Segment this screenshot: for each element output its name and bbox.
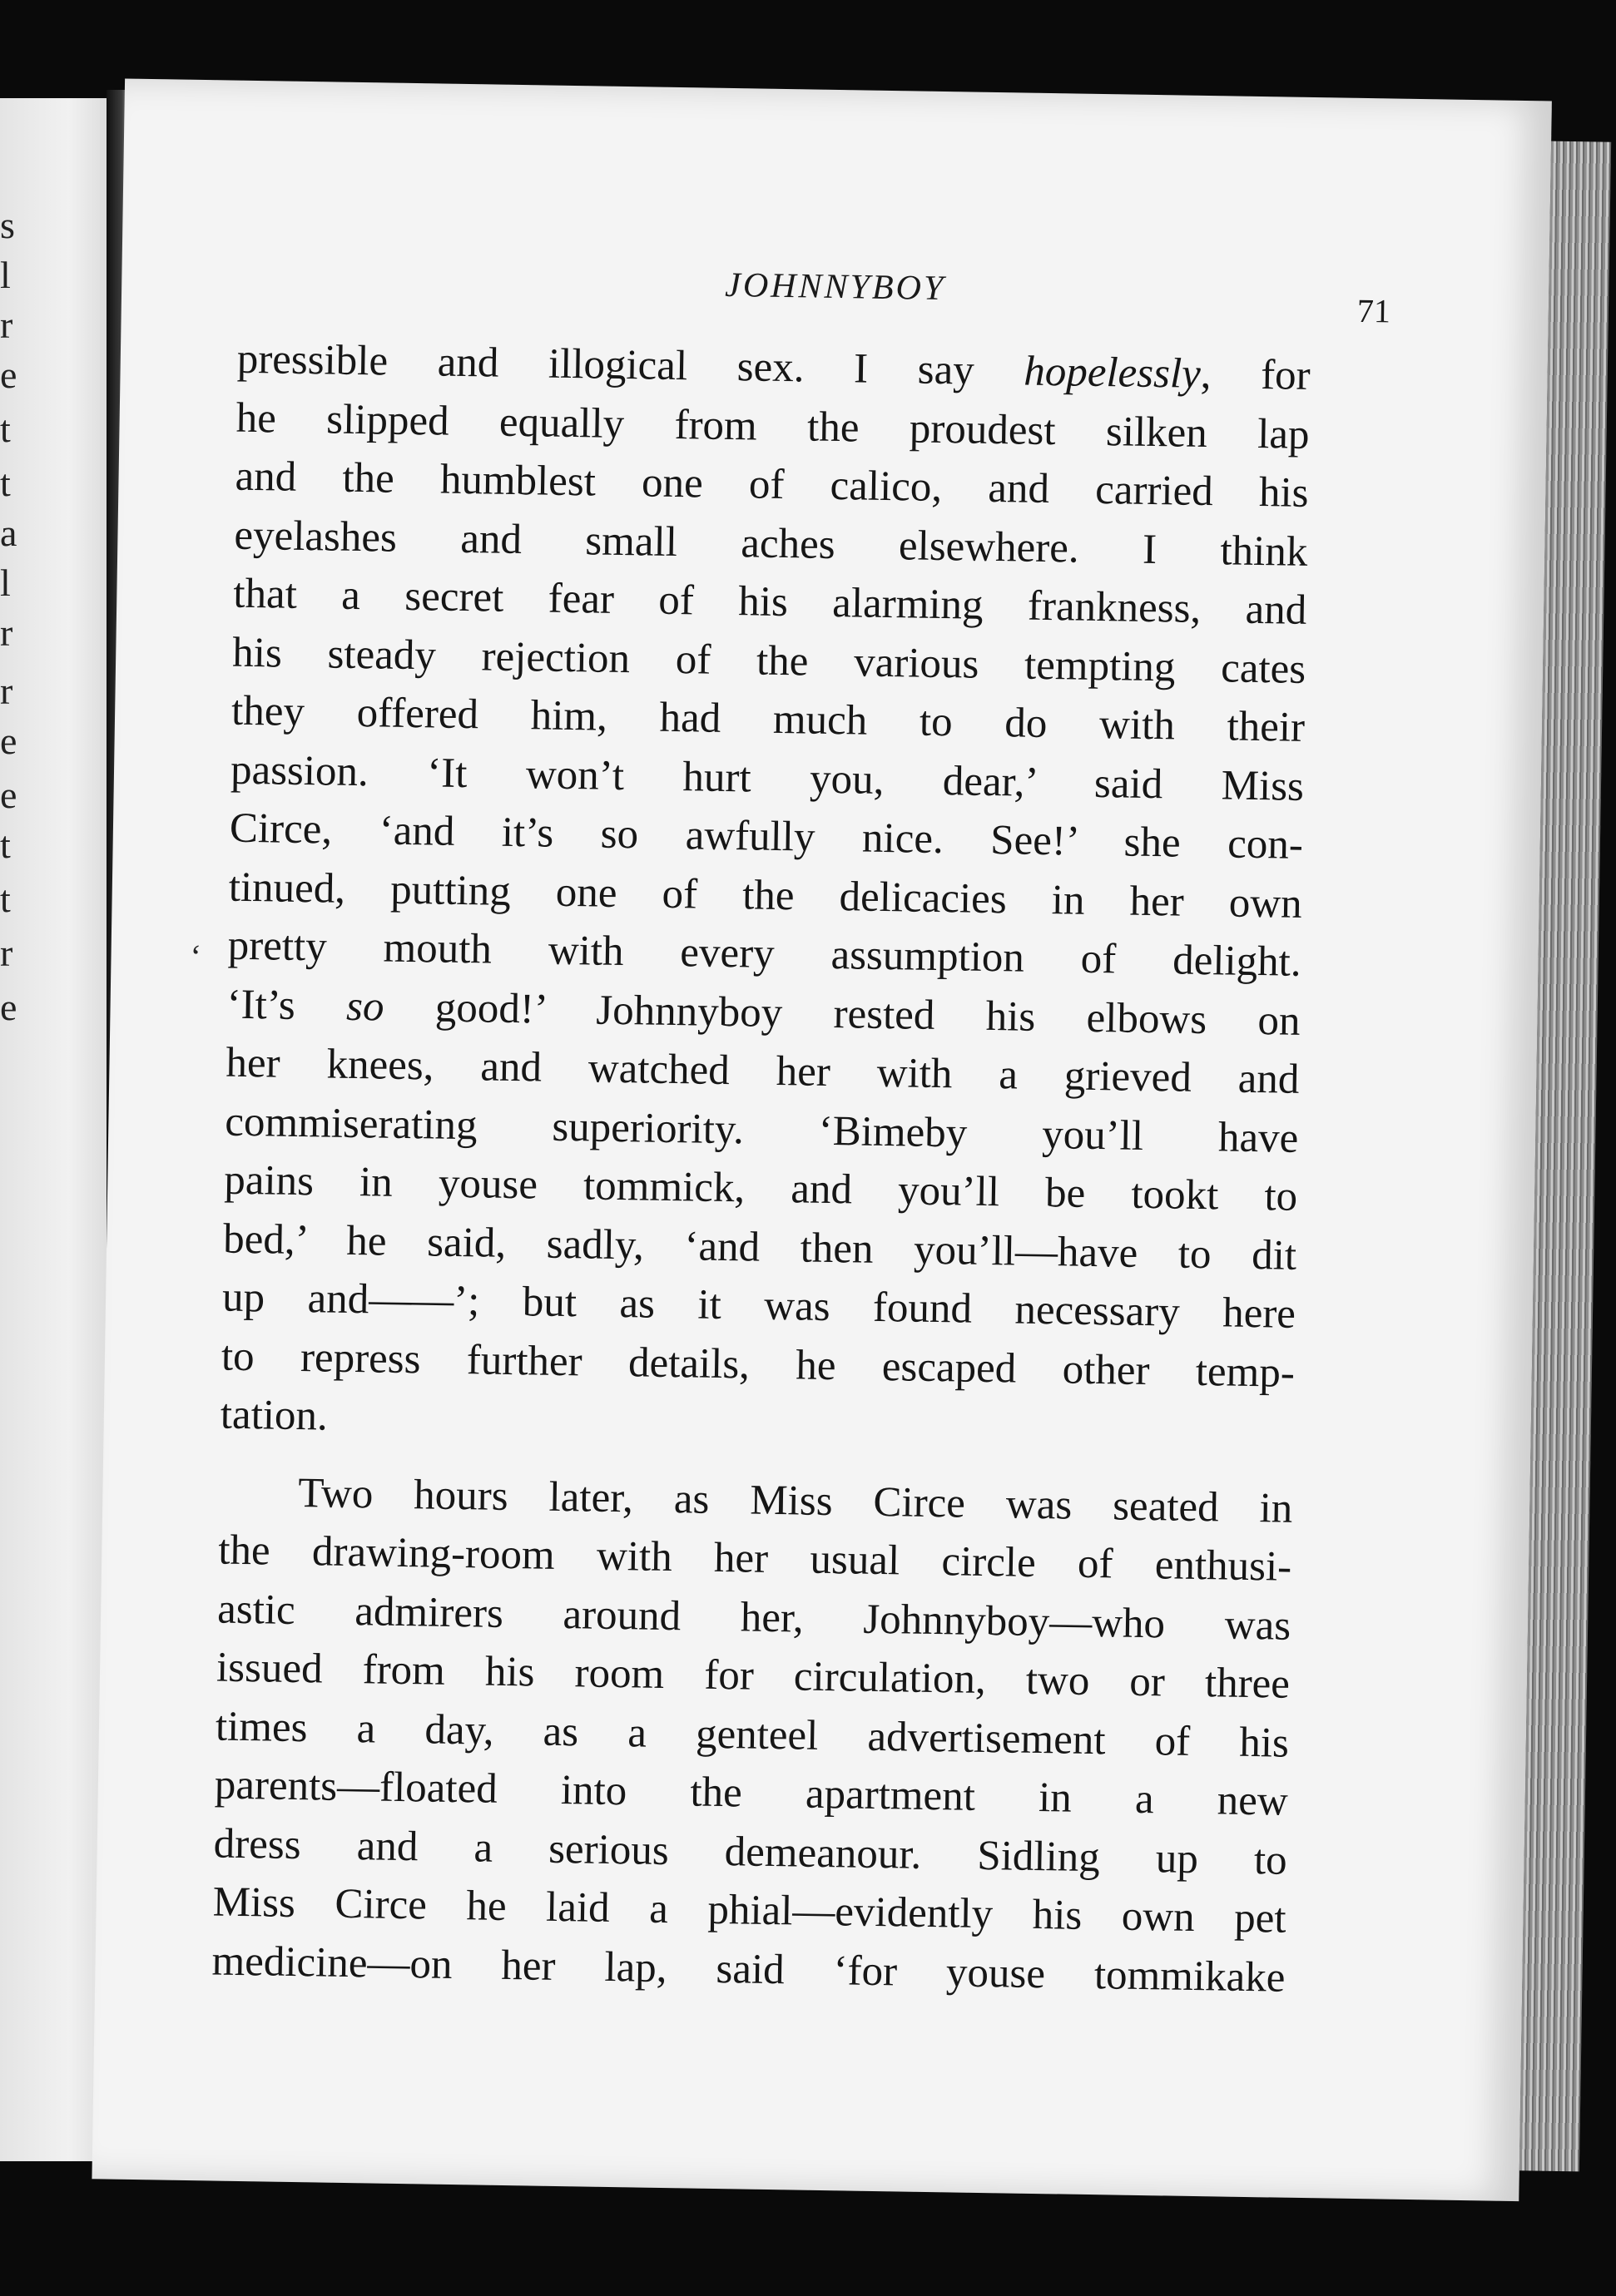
text-run: issued from his room for circulation, two or three [216, 1644, 1291, 1708]
text-run: pretty mouth with every assumption of delight. [227, 922, 1302, 986]
text-run: Two hours later, as Miss Circe was seated in [297, 1469, 1293, 1532]
left-page-fragment: r [0, 932, 13, 974]
text-run: the drawing-room with her usual circle of enthusi- [217, 1527, 1292, 1591]
left-page-fragment: s [0, 204, 15, 246]
text-run: up and——’; but as it was found necessary here [221, 1274, 1296, 1338]
left-page-fragment: l [0, 254, 11, 296]
text-run: , for [1200, 350, 1311, 399]
text-run: they offered him, had much to do with their [231, 687, 1306, 751]
text-run: parents—floated into the apartment in a new [214, 1761, 1289, 1825]
text-run: passion. ‘It won’t hurt you, dear,’ said Miss [230, 746, 1305, 810]
page-number: 71 [1356, 291, 1391, 330]
text-run: ‘It’s [226, 981, 347, 1030]
left-page-fragment: a [0, 512, 17, 554]
text-run: times a day, as a genteel advertisement of his [215, 1702, 1290, 1767]
text-run: tinued, putting one of the delicacies in her own [228, 863, 1303, 928]
text-run: commiserating superiority. ‘Bimeby you’ll have [224, 1098, 1299, 1162]
italic-text: so [345, 982, 384, 1031]
left-page-fragment: t [0, 462, 11, 504]
left-page-fragment: t [0, 408, 11, 450]
paragraph-1 [220, 330, 1311, 1462]
text-run: astic admirers around her, Johnnyboy—who was [216, 1586, 1291, 1650]
left-page-fragment: r [0, 670, 13, 712]
text-run: and the humblest one of calico, and carried his [235, 453, 1309, 517]
text-run: Miss Circe he laid a phial—evidently his own pet [212, 1878, 1286, 1942]
left-page-fragment: r [0, 611, 13, 654]
text-run: pains in youse tommick, and you’ll be tookt to [223, 1156, 1298, 1220]
running-head: JOHNNYBOY [724, 265, 946, 309]
left-page-fragment: r [0, 304, 13, 346]
text-run: Circe, ‘and it’s so awfully nice. See!’ she con- [229, 804, 1304, 868]
left-page-fragment: e [0, 986, 17, 1028]
text-run: pressible and illogical sex. I say [236, 335, 1024, 395]
italic-text: hopelessly [1023, 348, 1202, 398]
text-run: bed,’ he said, sadly, ‘and then you’ll—have to dit [222, 1215, 1297, 1279]
text-run: medicine—on her lap, said ‘for youse tommikake [211, 1937, 1286, 2002]
left-page-fragment: t [0, 878, 11, 920]
text-run: her knees, and watched her with a grieved and [226, 1039, 1300, 1103]
margin-mark: ‘ [190, 937, 202, 976]
book-page [92, 79, 1551, 2202]
left-page-fragment: e [0, 720, 17, 762]
text-run: that a secret fear of his alarming frankness, and [232, 570, 1307, 634]
text-run: dress and a serious demeanour. Sidling up to [213, 1819, 1288, 1884]
left-page-fragment: t [0, 824, 11, 866]
text-run: good!’ Johnnyboy rested his elbows on [384, 983, 1301, 1045]
text-run: his steady rejection of the various tempting cates [231, 629, 1306, 693]
left-page-fragment: e [0, 354, 17, 396]
paragraph-2 [211, 1462, 1293, 2007]
body-text [211, 330, 1311, 2007]
left-page-fragment: l [0, 562, 11, 604]
text-run: to repress further details, he escaped other temp- [221, 1333, 1296, 1397]
left-page-fragment: e [0, 774, 17, 816]
text-run: eyelashes and small aches elsewhere. I think [234, 512, 1308, 576]
text-run: he slipped equally from the proudest silken lap [235, 394, 1310, 458]
text-run: tation. [220, 1391, 329, 1440]
